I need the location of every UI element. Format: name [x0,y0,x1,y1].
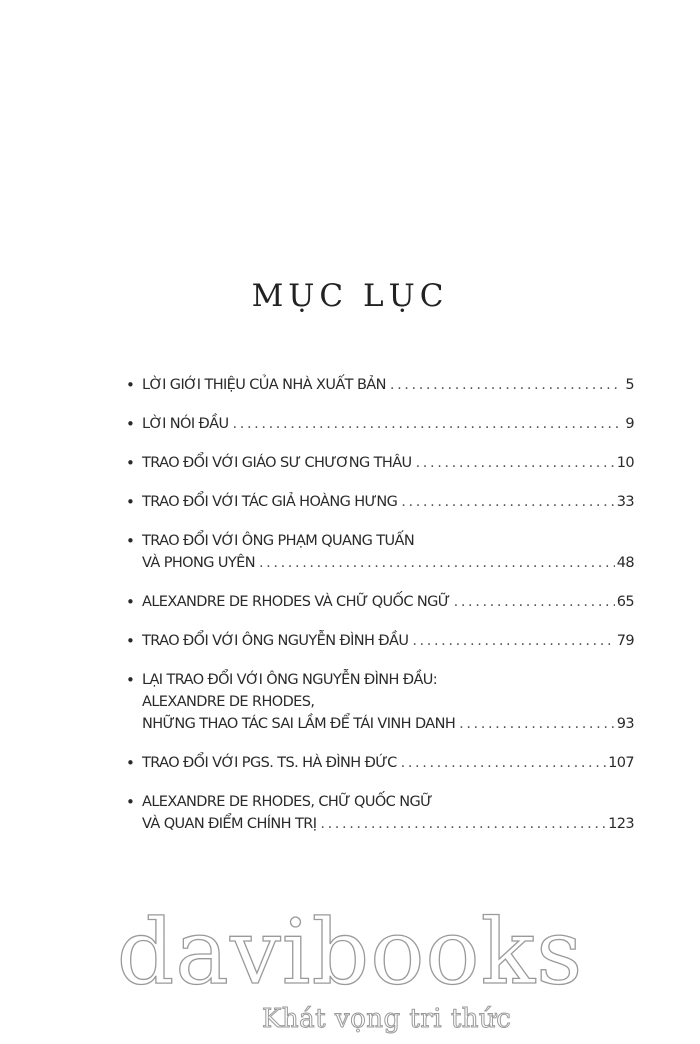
dot-leader [320,813,606,835]
toc-page-number: 107 [608,755,634,771]
toc-entry-title: TRAO ĐỔI VỚI PGS. TS. HÀ ĐÌNH ĐỨC [142,755,397,771]
page-title: MỤC LỤC [251,278,449,314]
toc-entry-title: TRAO ĐỔI VỚI GIÁO SƯ CHƯƠNG THÂU [142,455,412,471]
bullet-icon: • [126,593,135,611]
dot-leader [401,752,607,774]
toc-entry[interactable] [126,491,634,513]
toc-entry[interactable] [126,630,634,652]
toc-entry[interactable] [126,452,634,474]
bullet-icon: • [126,376,135,394]
bullet-icon: • [126,415,135,433]
toc-entry[interactable] [126,752,634,774]
toc-entry[interactable] [126,791,634,835]
bullet-icon: • [126,632,135,650]
toc-entry-title: LỜI NÓI ĐẦU [142,416,229,432]
bullet-icon: • [126,532,135,550]
toc-page-number: 9 [625,416,634,432]
dot-leader [259,552,615,574]
toc-entry-title: VÀ QUAN ĐIỂM CHÍNH TRỊ [142,816,317,832]
dot-leader [401,491,614,513]
toc-entry[interactable] [126,591,634,613]
toc-entry[interactable] [126,530,634,574]
toc-page-number: 93 [616,716,634,732]
toc-entry-title: TRAO ĐỔI VỚI ÔNG NGUYỄN ĐÌNH ĐẦU [142,633,409,649]
dot-leader [454,591,615,613]
dot-leader [390,374,622,396]
bullet-icon: • [126,671,135,689]
toc-entry-title: ALEXANDRE DE RHODES, CHỮ QUỐC NGỮ [142,794,432,810]
dot-leader [412,630,614,652]
bullet-icon: • [126,754,135,772]
bullet-icon: • [126,454,135,472]
toc-page-number: 10 [616,455,634,471]
toc-page-number: 33 [616,494,634,510]
toc-entry-title: LỜI GIỚI THIỆU CỦA NHÀ XUẤT BẢN [142,377,386,393]
toc-entry[interactable] [126,413,634,435]
dot-leader [459,713,615,735]
toc-page-number: 123 [608,816,634,832]
dot-leader [416,452,615,474]
toc-entry[interactable] [126,669,634,735]
toc-entry-title: LẠI TRAO ĐỔI VỚI ÔNG NGUYỄN ĐÌNH ĐẦU: [142,672,438,688]
toc-page-number: 48 [616,555,634,571]
toc-page-number: 65 [616,594,634,610]
dot-leader [233,413,622,435]
bullet-icon: • [126,793,135,811]
bullet-icon: • [126,493,135,511]
toc-entry-title: TRAO ĐỔI VỚI ÔNG PHẠM QUANG TUẤN [142,533,415,549]
table-of-contents [126,374,634,852]
watermark-tagline: Khát vọng tri thức [262,1004,512,1034]
watermark-brand: davibooks [116,900,584,1005]
toc-page-number: 5 [625,377,634,393]
toc-entry[interactable] [126,374,634,396]
toc-entry-title: ALEXANDRE DE RHODES VÀ CHỮ QUỐC NGỮ [142,594,450,610]
toc-page-number: 79 [616,633,634,649]
toc-entry-title: VÀ PHONG UYÊN [142,555,255,571]
toc-entry-title: ALEXANDRE DE RHODES, [142,694,315,710]
toc-entry-title: TRAO ĐỔI VỚI TÁC GIẢ HOÀNG HƯNG [142,494,398,510]
toc-entry-title: NHỮNG THAO TÁC SAI LẦM ĐỂ TÁI VINH DANH [142,716,456,732]
